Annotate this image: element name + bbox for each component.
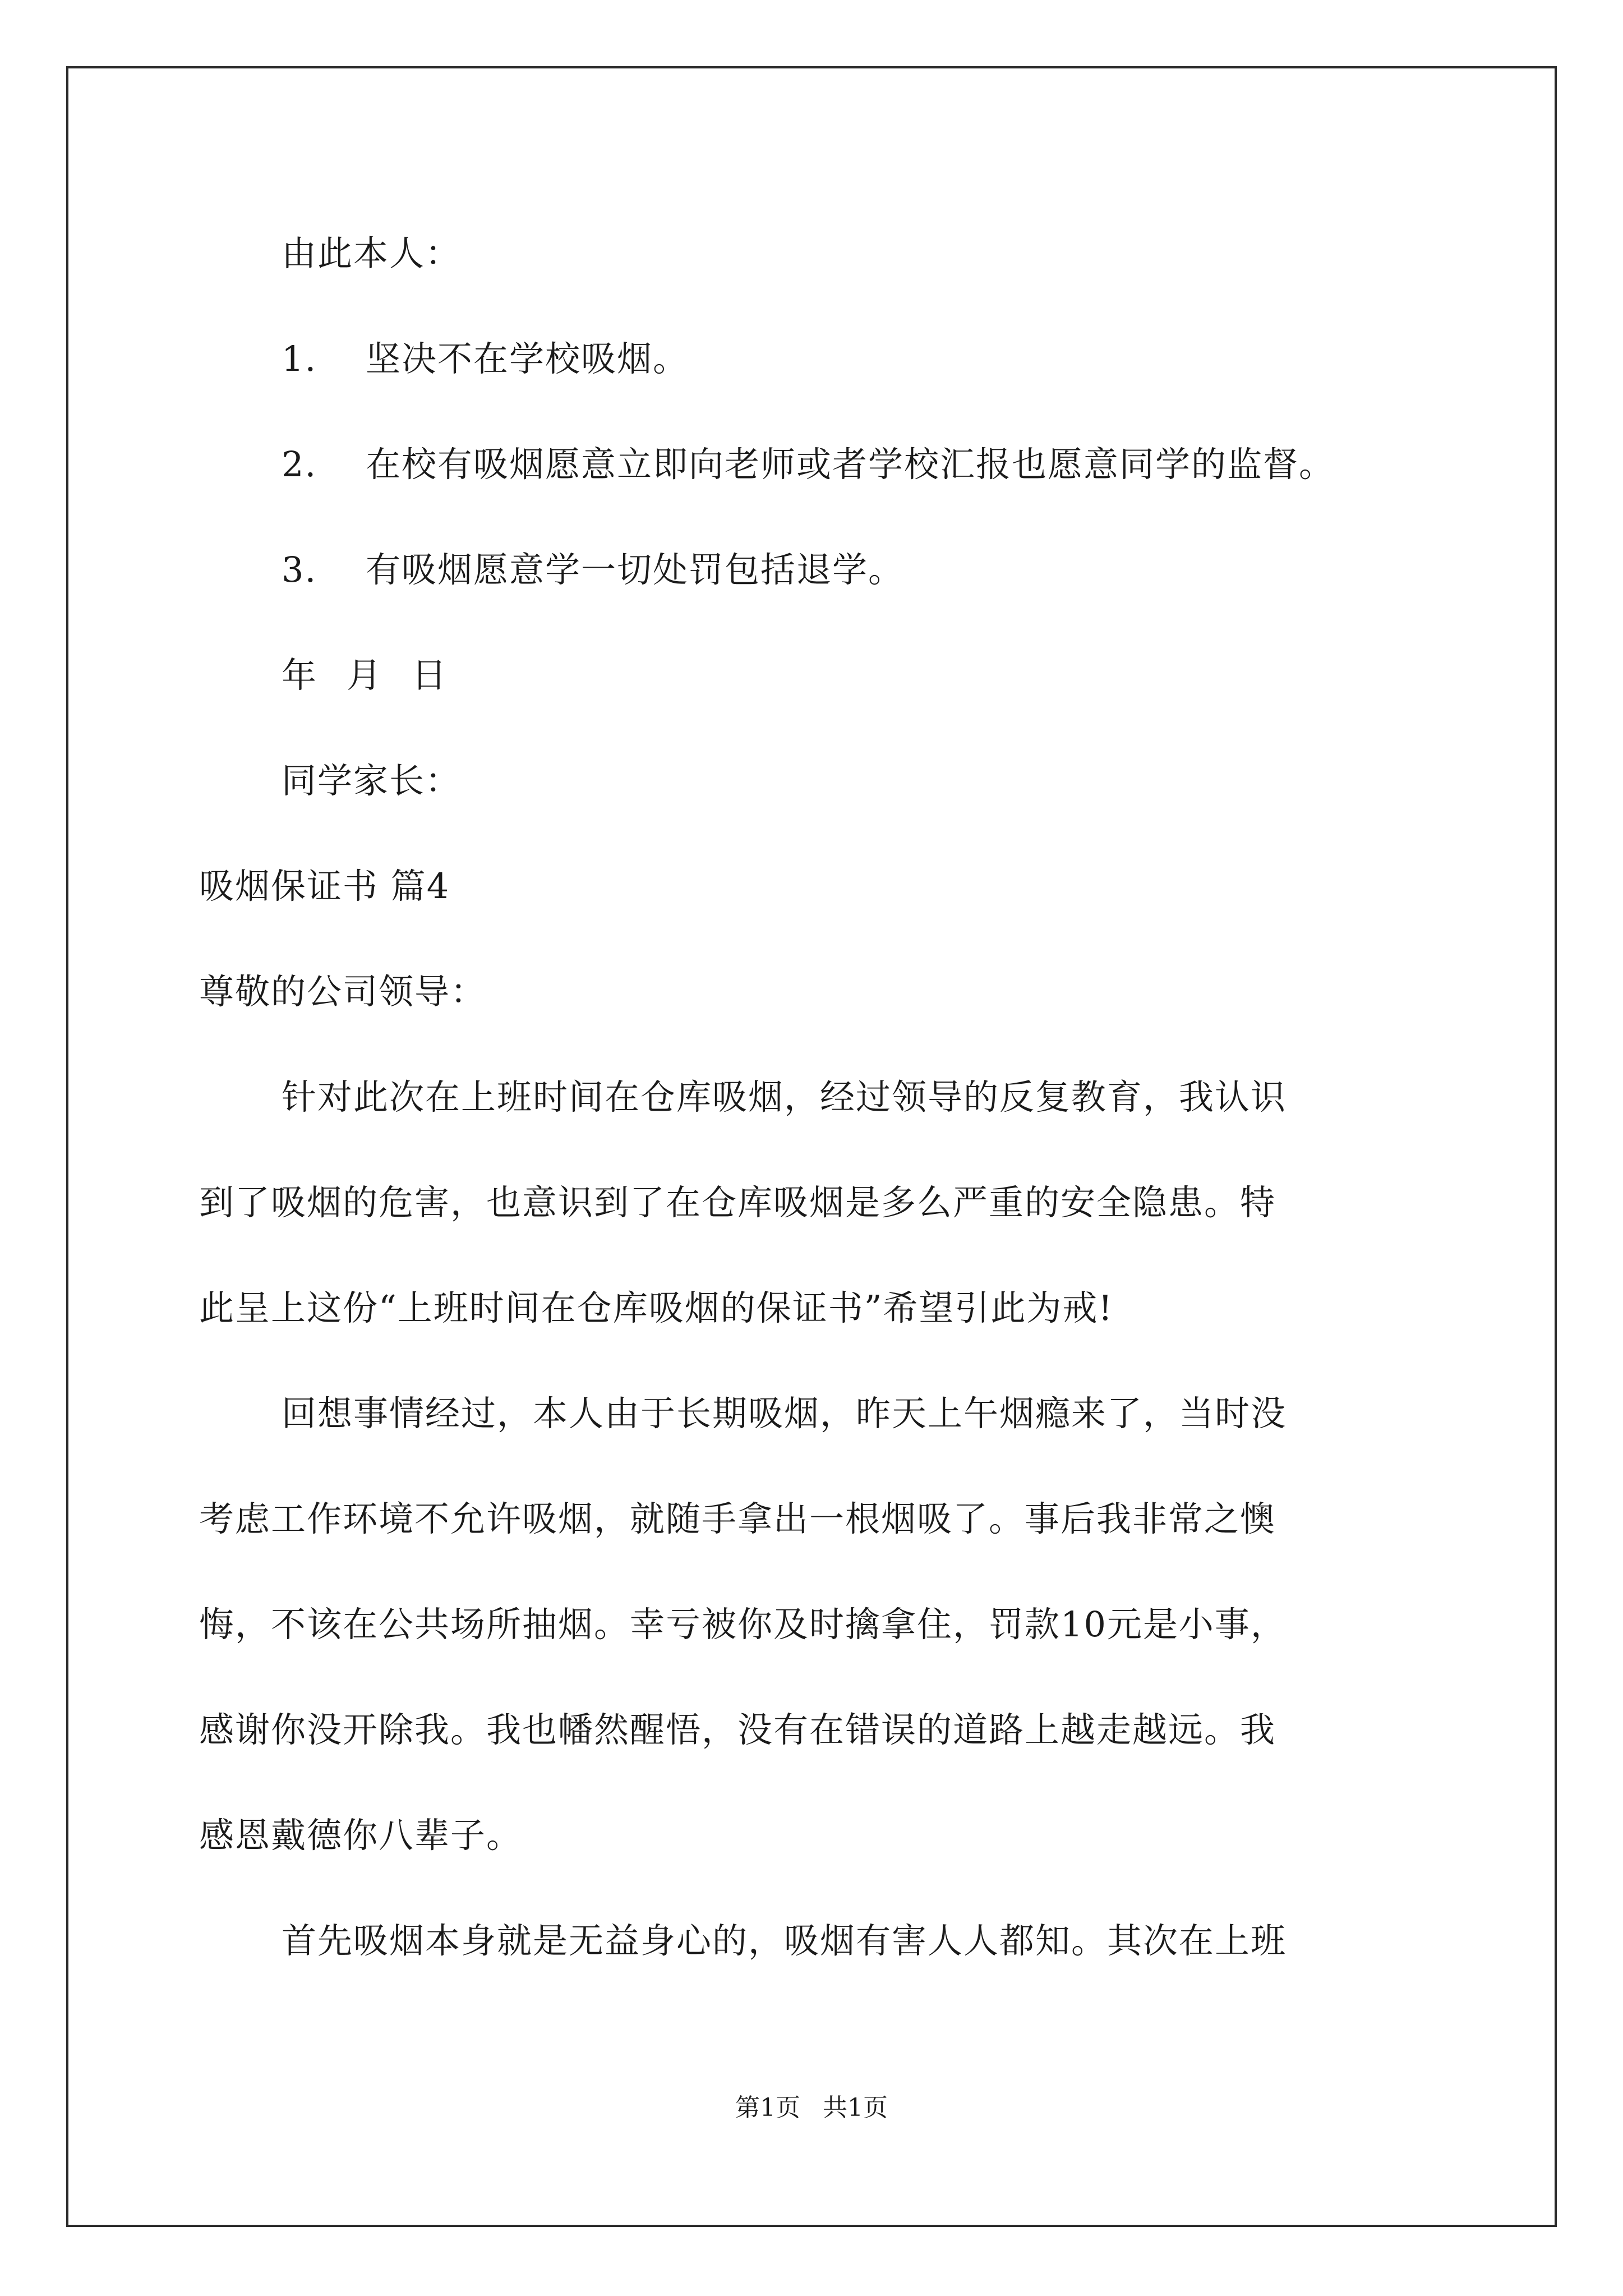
list-item [282, 337, 689, 381]
list-item-text: 有吸烟愿意学一切处罚包括退学。 [366, 549, 905, 590]
date-day: 日 [412, 655, 448, 696]
paragraph-line: 此呈上这份“上班时间在仓库吸烟的保证书”希望引此为戒! [199, 1287, 1114, 1328]
list-item [282, 442, 1335, 487]
list-item-text: 坚决不在学校吸烟。 [366, 338, 689, 379]
page-total: 共1页 [823, 2093, 888, 2122]
paragraph-line: 感谢你没开除我。我也幡然醒悟，没有在错误的道路上越走越远。我 [199, 1709, 1276, 1750]
date-year: 年 [282, 655, 318, 696]
list-item-number: 1. [282, 338, 317, 379]
page-number: 第1页 [735, 2093, 800, 2122]
date-month: 月 [347, 655, 383, 696]
salutation: 尊敬的公司领导： [199, 971, 487, 1012]
paragraph-line: 考虑工作环境不允许吸烟，就随手拿出一根烟吸了。事后我非常之懊 [199, 1498, 1276, 1539]
page-footer [0, 2091, 1623, 2125]
paragraph-line: 悔，不该在公共场所抽烟。幸亏被你及时擒拿住，罚款10元是小事， [199, 1604, 1287, 1645]
list-item-number: 3. [282, 549, 317, 590]
intro-line: 由此本人： [282, 233, 462, 274]
list-item-number: 2. [282, 444, 317, 485]
paragraph-line: 首先吸烟本身就是无益身心的，吸烟有害人人都知。其次在上班 [282, 1920, 1287, 1961]
section-title: 吸烟保证书 篇4 [199, 866, 450, 907]
parent-signature: 同学家长： [282, 760, 462, 801]
paragraph-line: 回想事情经过，本人由于长期吸烟，昨天上午烟瘾来了，当时没 [282, 1393, 1287, 1434]
date-line [282, 653, 477, 698]
list-item [282, 547, 904, 592]
page-border [66, 66, 1557, 2227]
list-item-text: 在校有吸烟愿意立即向老师或者学校汇报也愿意同学的监督。 [366, 444, 1335, 485]
paragraph-line: 针对此次在上班时间在仓库吸烟，经过领导的反复教育，我认识 [282, 1076, 1287, 1117]
paragraph-line: 到了吸烟的危害，也意识到了在仓库吸烟是多么严重的安全隐患。特 [199, 1182, 1276, 1223]
paragraph-line: 感恩戴德你八辈子。 [199, 1815, 523, 1856]
